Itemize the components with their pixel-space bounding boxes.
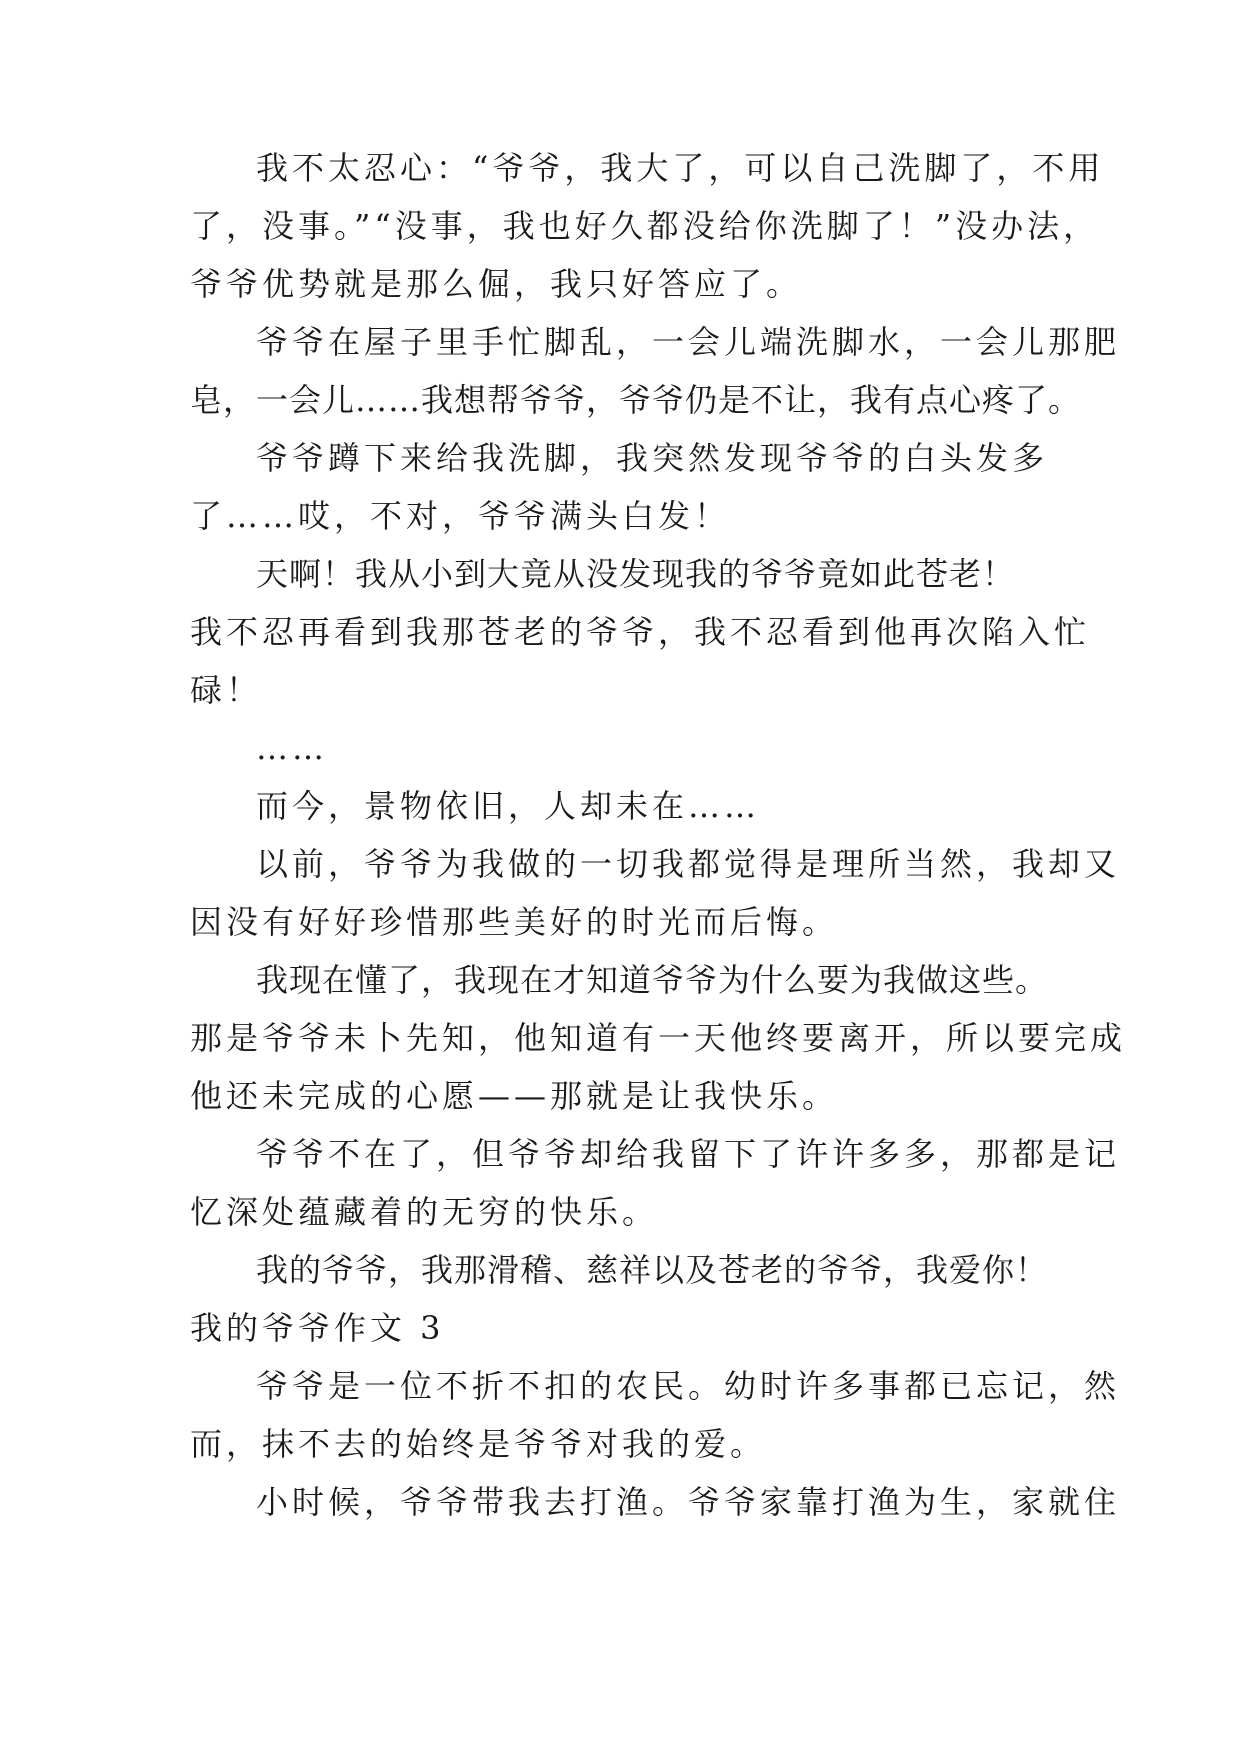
text-line: 我不忍再看到我那苍老的爷爷，我不忍看到他再次陷入忙 (190, 613, 1091, 651)
text-line: 爷爷优势就是那么倔，我只好答应了。 (190, 265, 803, 303)
text-line: 那是爷爷未卜先知，他知道有一天他终要离开，所以要完成 (190, 1019, 1127, 1057)
text-line: 我现在懂了，我现在才知道爷爷为什么要为我做这些。 (256, 961, 1049, 999)
text-line: 而，抹不去的始终是爷爷对我的爱。 (190, 1425, 767, 1463)
text-line: 皂，一会儿……我想帮爷爷，爷爷仍是不让，我有点心疼了。 (190, 381, 1082, 419)
text-line: …… (256, 729, 328, 767)
text-line: 碌！ (190, 671, 263, 709)
text-line: 他还未完成的心愿——那就是让我快乐。 (190, 1077, 839, 1115)
text-line: 了……哎，不对，爷爷满头白发！ (190, 497, 731, 535)
text-line: 忆深处蕴藏着的无穷的快乐。 (190, 1193, 659, 1231)
section-heading: 我的爷爷作文 3 (190, 1309, 445, 1347)
text-line: 我的爷爷，我那滑稽、慈祥以及苍老的爷爷，我爱你！ (256, 1251, 1049, 1289)
text-line: 因没有好好珍惜那些美好的时光而后悔。 (190, 903, 839, 941)
text-line: 爷爷不在了，但爷爷却给我留下了许许多多，那都是记 (256, 1135, 1121, 1173)
text-line: 以前，爷爷为我做的一切我都觉得是理所当然，我却又 (256, 845, 1121, 883)
text-line: 爷爷是一位不折不扣的农民。幼时许多事都已忘记，然 (256, 1367, 1121, 1405)
text-line: 爷爷蹲下来给我洗脚，我突然发现爷爷的白头发多 (256, 439, 1049, 477)
text-line: 了，没事。”“没事，我也好久都没给你洗脚了！”没办法， (190, 207, 1100, 245)
text-line: 而今，景物依旧，人却未在…… (256, 787, 761, 825)
text-line: 我不太忍心：“爷爷，我大了，可以自己洗脚了，不用 (256, 149, 1105, 187)
text-line: 小时候，爷爷带我去打渔。爷爷家靠打渔为生，家就住 (256, 1483, 1121, 1521)
text-line: 爷爷在屋子里手忙脚乱，一会儿端洗脚水，一会儿那肥 (256, 323, 1121, 361)
text-line: 天啊！我从小到大竟从没发现我的爷爷竟如此苍老！ (256, 555, 1016, 593)
